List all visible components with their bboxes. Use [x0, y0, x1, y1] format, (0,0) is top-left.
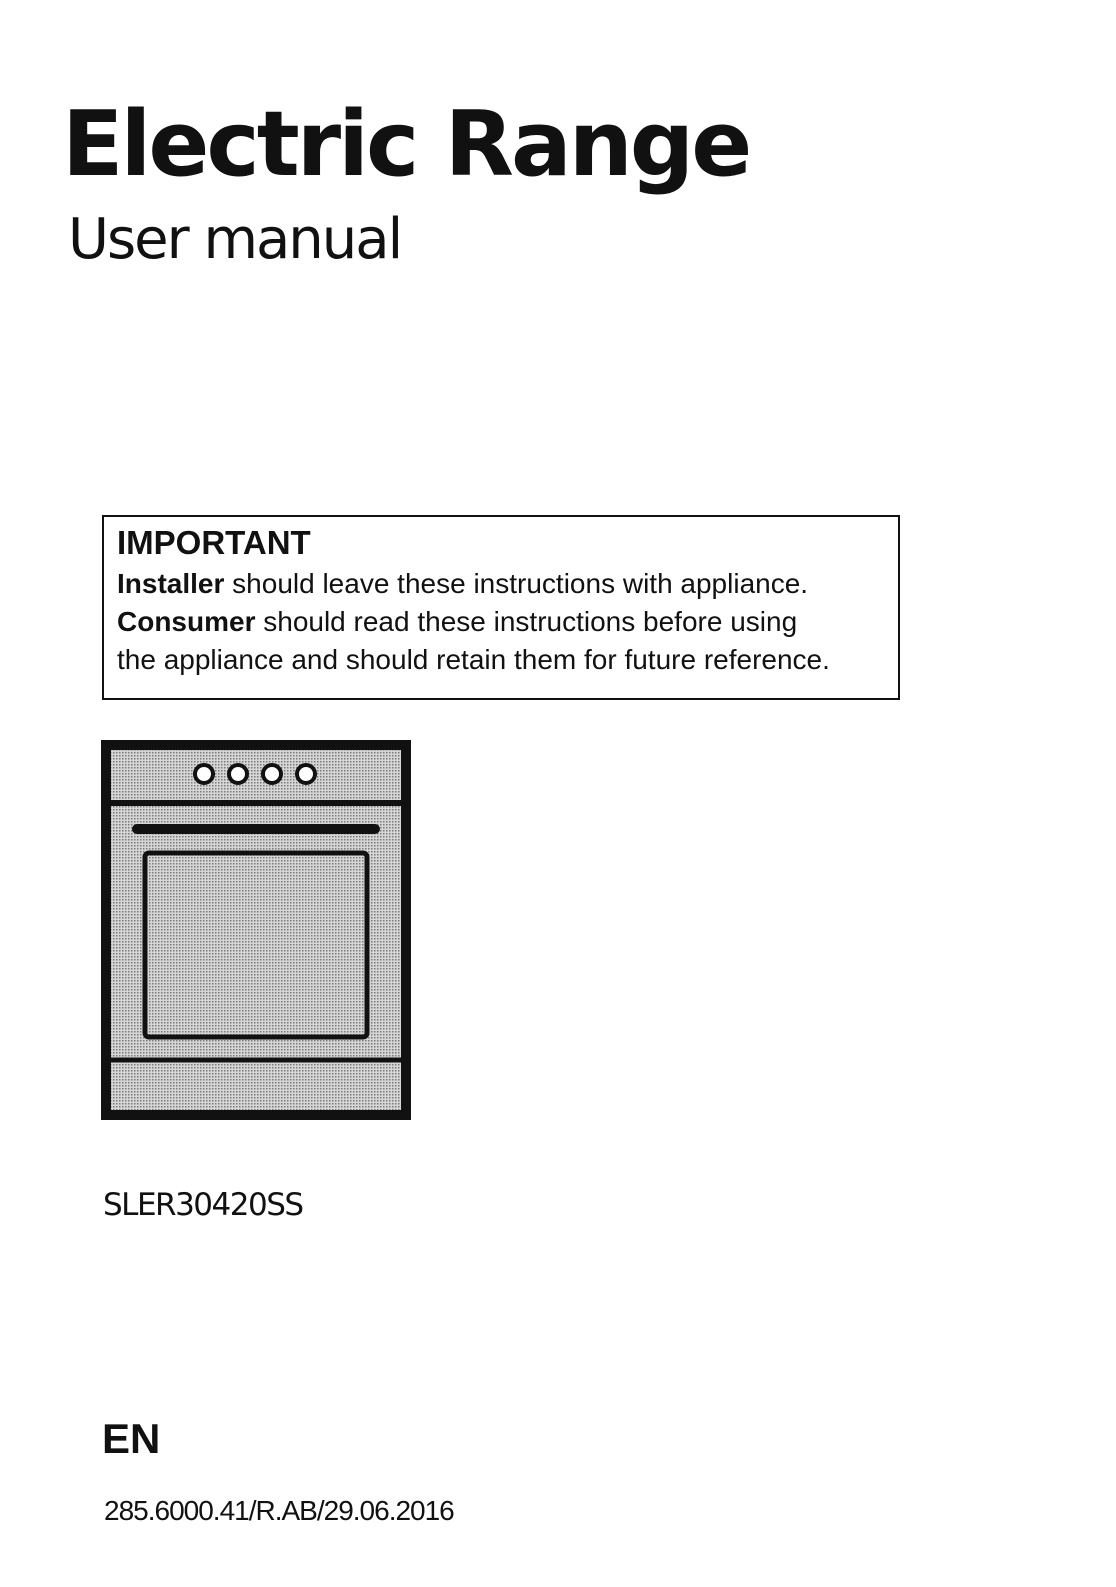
control-knob-icon	[297, 765, 315, 783]
important-notice-box	[102, 515, 900, 700]
control-knob-icon	[195, 765, 213, 783]
control-knob-icon	[263, 765, 281, 783]
model-number: SLER30420SS	[103, 1187, 303, 1223]
consumer-label: Consumer	[117, 606, 256, 637]
manual-subtitle: User manual	[68, 207, 402, 272]
electric-range-icon	[101, 740, 411, 1120]
language-code: EN	[102, 1415, 161, 1462]
document-reference: 285.6000.41/R.AB/29.06.2016	[104, 1495, 454, 1526]
control-knob-icon	[229, 765, 247, 783]
manual-title: Electric Range	[62, 92, 750, 197]
important-line-reference: the appliance and should retain them for future reference.	[117, 644, 830, 675]
important-heading: IMPORTANT	[117, 524, 311, 561]
consumer-text: should read these instructions before using	[255, 606, 798, 637]
installer-label: Installer	[117, 568, 225, 599]
important-line-installer	[117, 565, 886, 603]
installer-text: should leave these instructions with appliance.	[224, 568, 809, 599]
important-line-consumer	[117, 603, 886, 641]
